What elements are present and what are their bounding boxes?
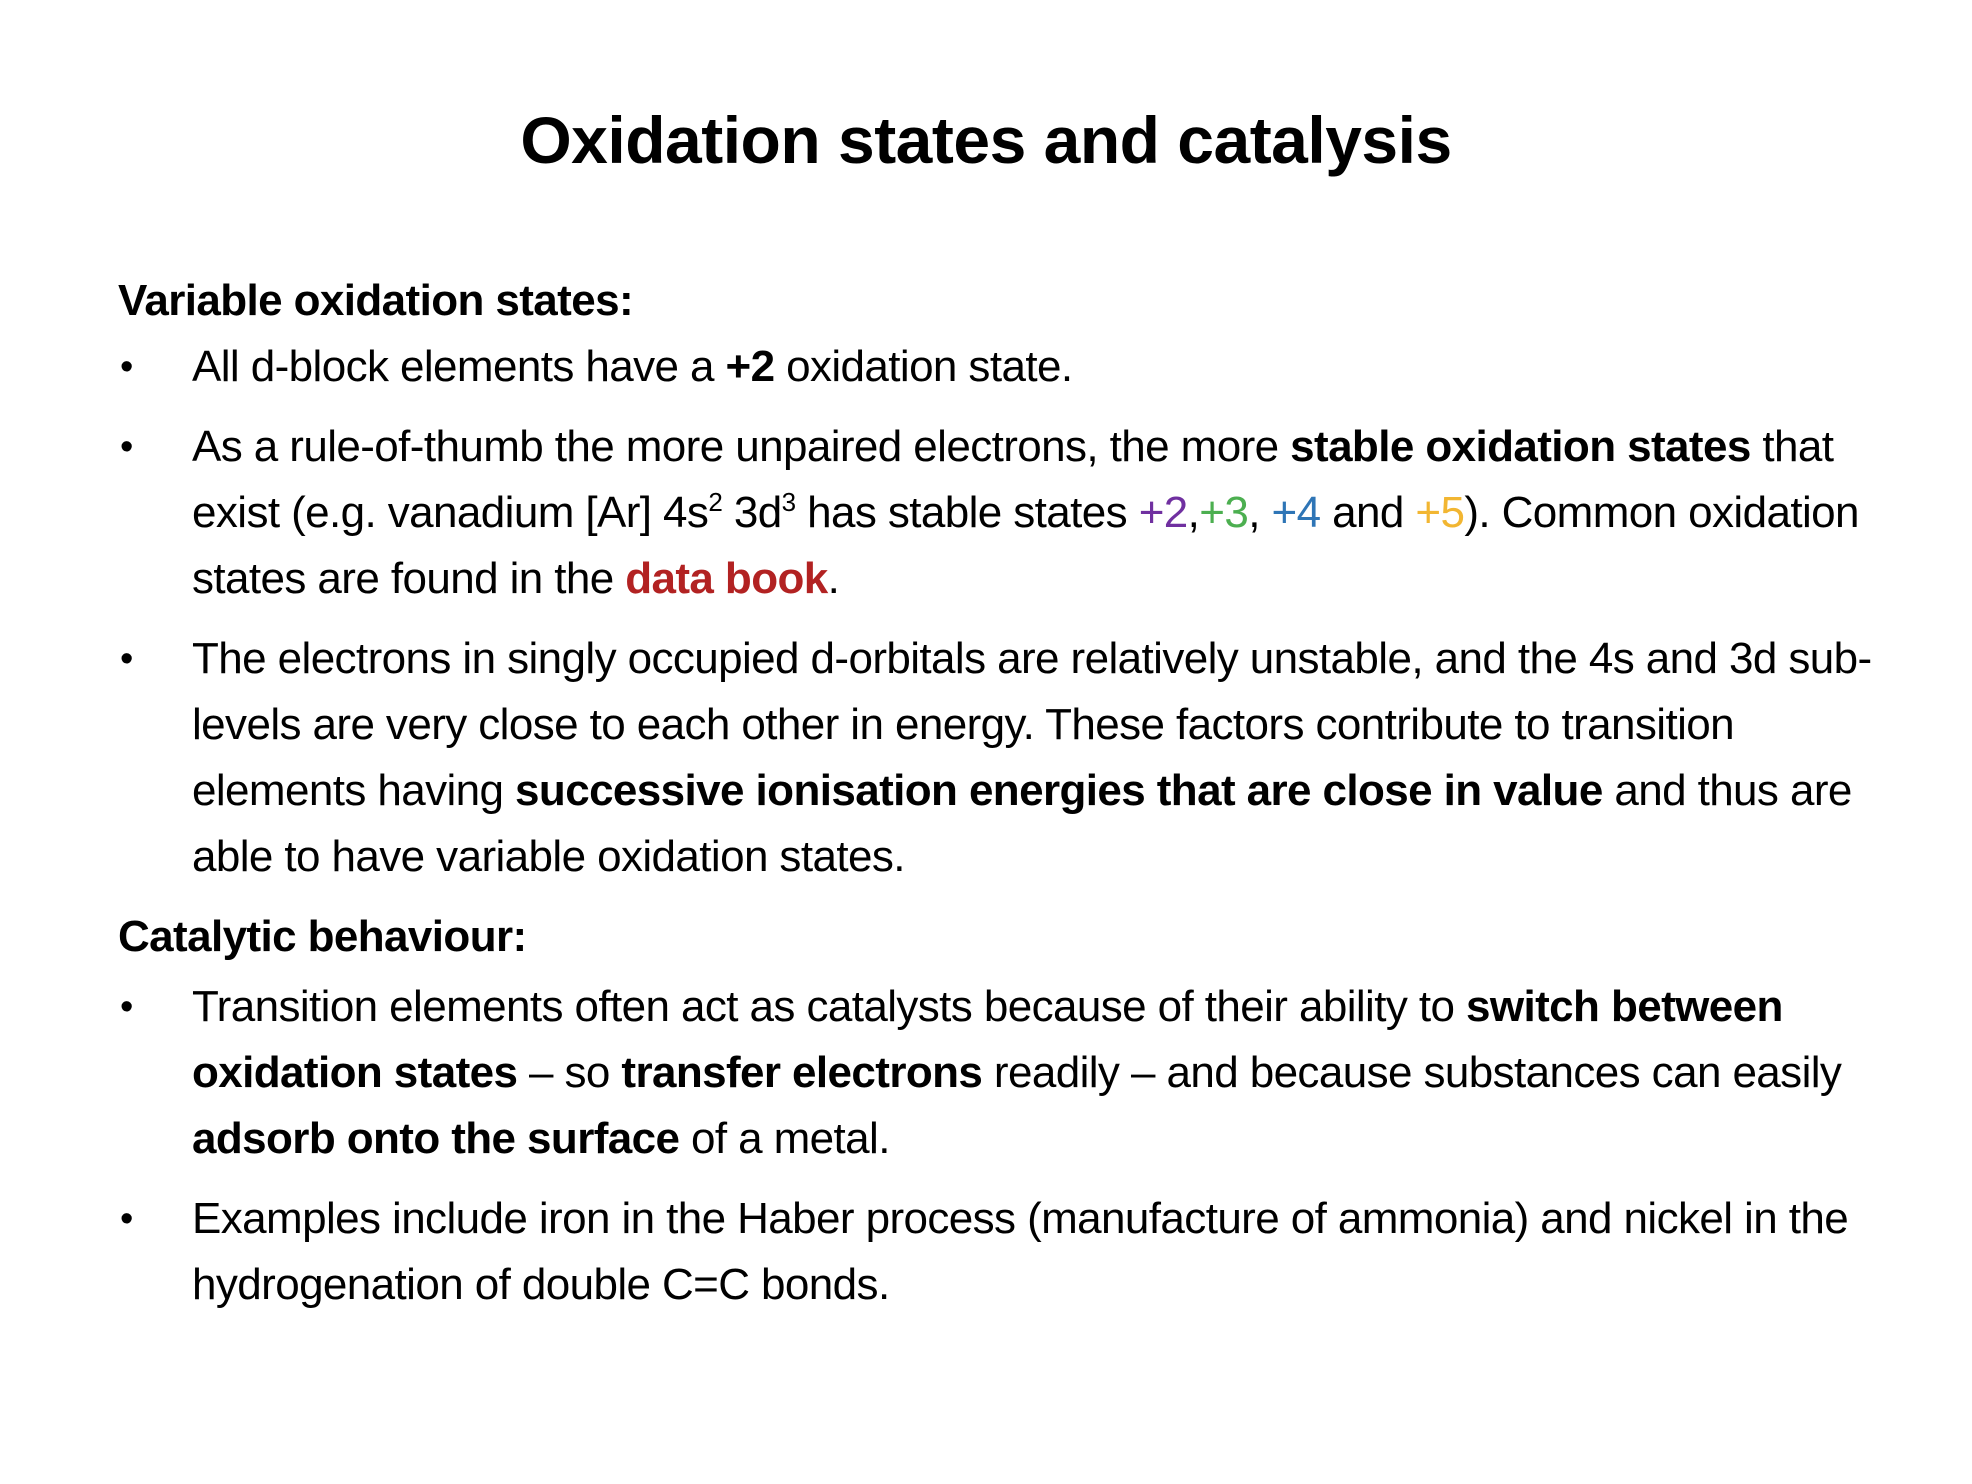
oxidation-state-plus3: +3 — [1199, 488, 1249, 537]
bold-text: switch between oxidation states — [192, 982, 1783, 1097]
superscript: 3 — [781, 487, 796, 517]
oxidation-state-plus5: +5 — [1415, 488, 1465, 537]
bullet-list-catalysis — [118, 974, 1878, 1318]
bullet-icon: • — [120, 986, 133, 1028]
bold-text: transfer electrons — [621, 1048, 983, 1097]
data-book-highlight: data book — [625, 554, 828, 603]
section-heading-variable-oxidation-states: Variable oxidation states: — [118, 276, 634, 325]
bullet-list-oxidation-states — [118, 334, 1878, 890]
slide-content — [118, 268, 1878, 1332]
bullet-item — [118, 414, 1878, 612]
bullet-icon: • — [120, 1198, 133, 1240]
bullet-text: All d-block elements have a +2 oxidation state. — [192, 342, 1073, 391]
bold-text: +2 — [725, 342, 775, 391]
bullet-item — [118, 974, 1878, 1172]
bullet-icon: • — [120, 638, 133, 680]
bullet-icon: • — [120, 346, 133, 388]
bullet-item — [118, 334, 1878, 400]
bullet-text: As a rule-of-thumb the more unpaired electrons, the more stable oxidation states that exist (e.g. vanadium [Ar] $4s^2$ $3d^3$ has stable states +2,+3, +4 and +5). Common oxidation states are found in the data book. — [192, 422, 1859, 603]
bullet-icon: • — [120, 426, 133, 468]
section-heading-catalytic-behaviour: Catalytic behaviour: — [118, 912, 527, 961]
page-title: Oxidation states and catalysis — [520, 103, 1452, 177]
bold-text: stable oxidation states — [1290, 422, 1751, 471]
bullet-item — [118, 626, 1878, 890]
bullet-text: Transition elements often act as catalysts because of their ability to switch between oxidation states – so transfer electrons readily – and because substances can easily adsorb onto the surface of a metal. — [192, 982, 1842, 1163]
bullet-text: Examples include iron in the Haber process (manufacture of ammonia) and nickel in the hydrogenation of double C=C bonds. — [192, 1194, 1849, 1309]
superscript: 2 — [708, 487, 723, 517]
bullet-text: The electrons in singly occupied d-orbitals are relatively unstable, and the 4s and 3d sub-levels are very close to each other in energy. These factors contribute to transition elements having successive ionisation energies that are close in value and thus are able to have variable oxidation states. — [192, 634, 1872, 881]
bold-text: adsorb onto the surface — [192, 1114, 680, 1163]
oxidation-state-plus2: +2 — [1138, 488, 1188, 537]
bullet-item — [118, 1186, 1878, 1318]
oxidation-state-plus4: +4 — [1271, 488, 1321, 537]
bold-text: successive ionisation energies that are close in value — [515, 766, 1603, 815]
